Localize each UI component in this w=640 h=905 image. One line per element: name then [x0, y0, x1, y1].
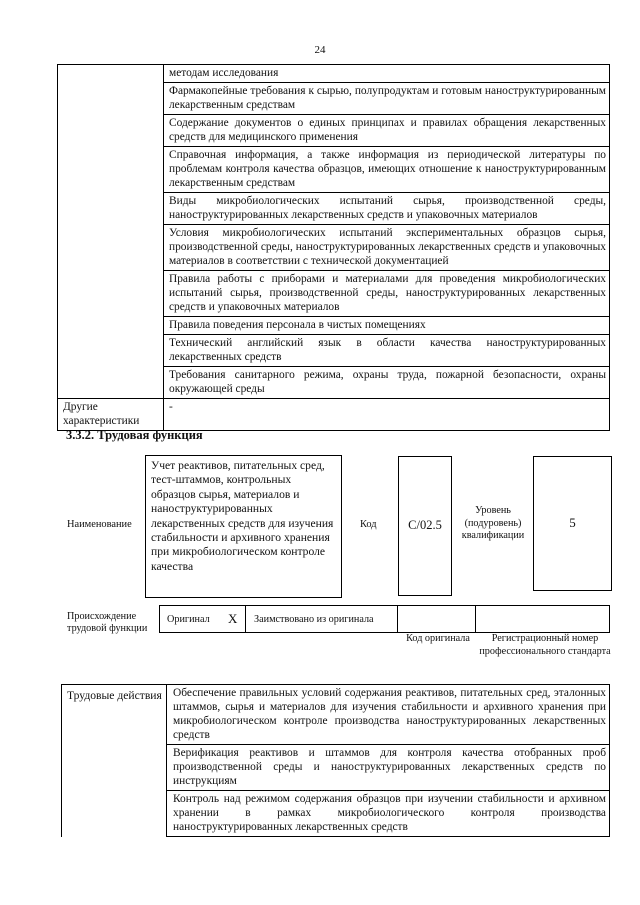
knowledge-row: Правила поведения персонала в чистых помещениях [164, 317, 610, 335]
knowledge-row: Требования санитарного режима, охраны труда, пожарной безопасности, охраны окружающей среды [164, 367, 610, 399]
code-label: Код [360, 519, 377, 530]
other-characteristics-value: - [164, 399, 610, 431]
function-name-value: Учет реактивов, питательных сред, тест-штаммов, контрольных образцов сырья, материалов и наноструктурированных лекарственных средств для изучения стабильности и архивного хранения при микробиологическом контроле качества [151, 459, 334, 573]
knowledge-row: Правила работы с приборами и материалами для проведения микробиологических испытаний сырья, производственной среды, наноструктурированных лекарственных средств и упаковочных материалов [164, 271, 610, 317]
knowledge-label-cell [58, 65, 164, 399]
knowledge-row: Справочная информация, а также информация из периодической литературы по проблемам контроля качества образцов, имеющих отношение к наноструктурированным лекарственным средствам [164, 147, 610, 193]
original-label: Оригинал [167, 614, 210, 625]
knowledge-row: Фармакопейные требования к сырью, полупродуктам и готовым наноструктурированным лекарственным средствам [164, 83, 610, 115]
action-row: Контроль над режимом содержания образцов при изучении стабильности и архивном хранении в рамках микробиологического контроля производства наноструктурированных лекарственных средств [167, 791, 610, 837]
name-label: Наименование [67, 519, 132, 530]
borrowed-cell [245, 605, 397, 633]
knowledge-table [57, 64, 610, 431]
knowledge-row: методам исследования [164, 65, 610, 83]
registration-number-caption: Регистрационный номер профессионального стандарта [479, 633, 611, 657]
function-name-box [145, 455, 342, 598]
knowledge-row: Виды микробиологических испытаний сырья, производственной среды, наноструктурированных лекарственных средств и упаковочных материалов [164, 193, 610, 225]
registration-number-cell [475, 605, 610, 633]
knowledge-row: Содержание документов о единых принципах и правилах обращения лекарственных средств для медицинского применения [164, 115, 610, 147]
page-number: 24 [314, 44, 326, 56]
actions-table [61, 684, 610, 837]
origin-label: Происхождение трудовой функции [67, 611, 148, 634]
origin-table [159, 605, 610, 633]
original-code-cell [397, 605, 475, 633]
code-box [398, 456, 452, 596]
borrowed-label: Заимствовано из оригинала [254, 614, 374, 625]
level-label: Уровень (подуровень) квалификации [461, 505, 525, 541]
knowledge-row: Условия микробиологических испытаний экспериментальных образцов сырья, производственной среды, наноструктурированных лекарственных средств и упаковочных материалов в соответствии с технической документацией [164, 225, 610, 271]
original-code-caption: Код оригинала [406, 633, 470, 644]
action-row: Обеспечение правильных условий содержания реактивов, питательных сред, эталонных штаммов, сырья и материалов для изучения стабильности и архивного хранения при микробиологическом контроле производства наноструктурированных лекарственных средств [167, 685, 610, 745]
actions-label: Трудовые действия [62, 685, 167, 837]
level-box [533, 456, 612, 591]
code-value: C/02.5 [408, 518, 442, 532]
original-cell [159, 605, 245, 633]
action-row: Верификация реактивов и штаммов для контроля качества отобранных проб производственной среды и наноструктурированных лекарственных средств по инструкциям [167, 745, 610, 791]
other-characteristics-label: Другие характеристики [58, 399, 164, 431]
level-value: 5 [569, 515, 576, 530]
knowledge-row: Технический английский язык в области качества наноструктурированных лекарственных средств [164, 335, 610, 367]
section-title: 3.3.2. Трудовая функция [66, 428, 203, 442]
original-mark: X [228, 611, 238, 626]
